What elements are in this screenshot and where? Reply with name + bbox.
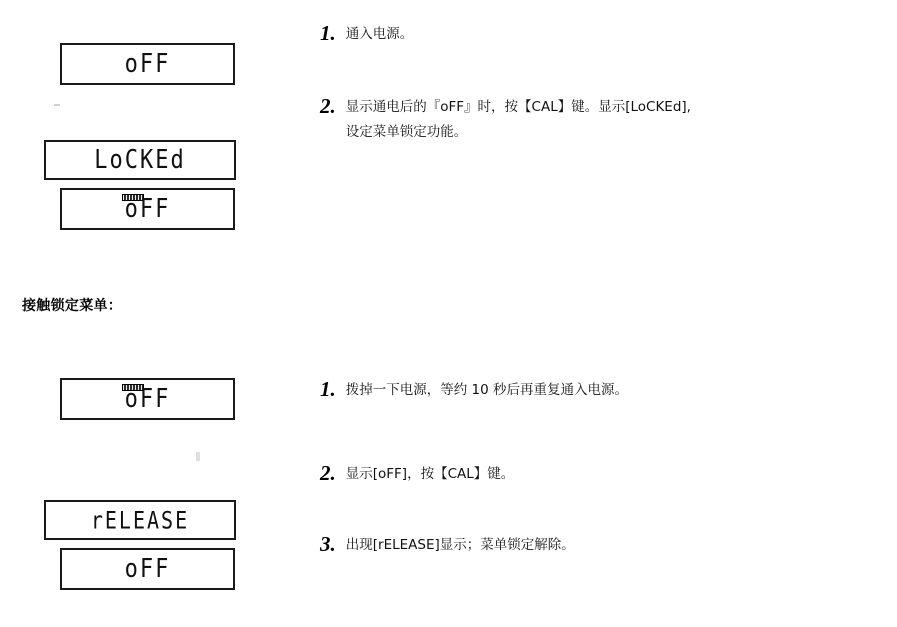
display-box-off-4	[60, 548, 235, 590]
step-text-line1: 通入电源。	[345, 26, 414, 42]
step-text	[346, 533, 575, 558]
step-text	[346, 462, 515, 487]
step-item	[320, 462, 880, 487]
step-number: 2.	[320, 94, 336, 118]
display-box-off-3	[60, 378, 235, 420]
step-text-line1: 出现[rELEASE]显示；菜单锁定解除。	[345, 537, 575, 553]
display-value: oFF	[124, 194, 171, 224]
step-number: 3.	[320, 532, 336, 556]
section-heading: 接触锁定菜单：	[22, 298, 123, 314]
step-item	[320, 533, 880, 558]
step-number: 2.	[320, 461, 336, 485]
scan-artifact	[196, 452, 200, 461]
step-item	[320, 378, 880, 403]
step-text-line2: 设定菜单锁定功能。	[345, 124, 468, 140]
step-text	[346, 378, 628, 403]
step-text-line1: 显示通电后的『oFF』时，按【CAL】键。显示[LoCKEd],	[345, 99, 691, 115]
step-item	[320, 22, 860, 47]
display-box-release	[44, 500, 236, 540]
display-value: oFF	[124, 554, 171, 584]
display-value: oFF	[124, 384, 171, 414]
step-number: 1.	[320, 377, 336, 401]
display-value: oFF	[124, 49, 171, 79]
step-text	[346, 22, 414, 47]
step-text-line1: 显示[oFF]，按【CAL】键。	[345, 466, 515, 482]
step-number: 1.	[320, 21, 336, 45]
scan-artifact	[54, 104, 60, 106]
display-box-off-1	[60, 43, 235, 85]
display-box-off-2	[60, 188, 235, 230]
display-value: LoCKEd	[94, 145, 186, 175]
display-box-locked	[44, 140, 236, 180]
display-value: rELEASE	[90, 505, 190, 535]
step-item	[320, 95, 880, 145]
step-text	[346, 95, 691, 145]
step-text-line1: 拨掉一下电源，等约 10 秒后再重复通入电源。	[345, 382, 629, 398]
